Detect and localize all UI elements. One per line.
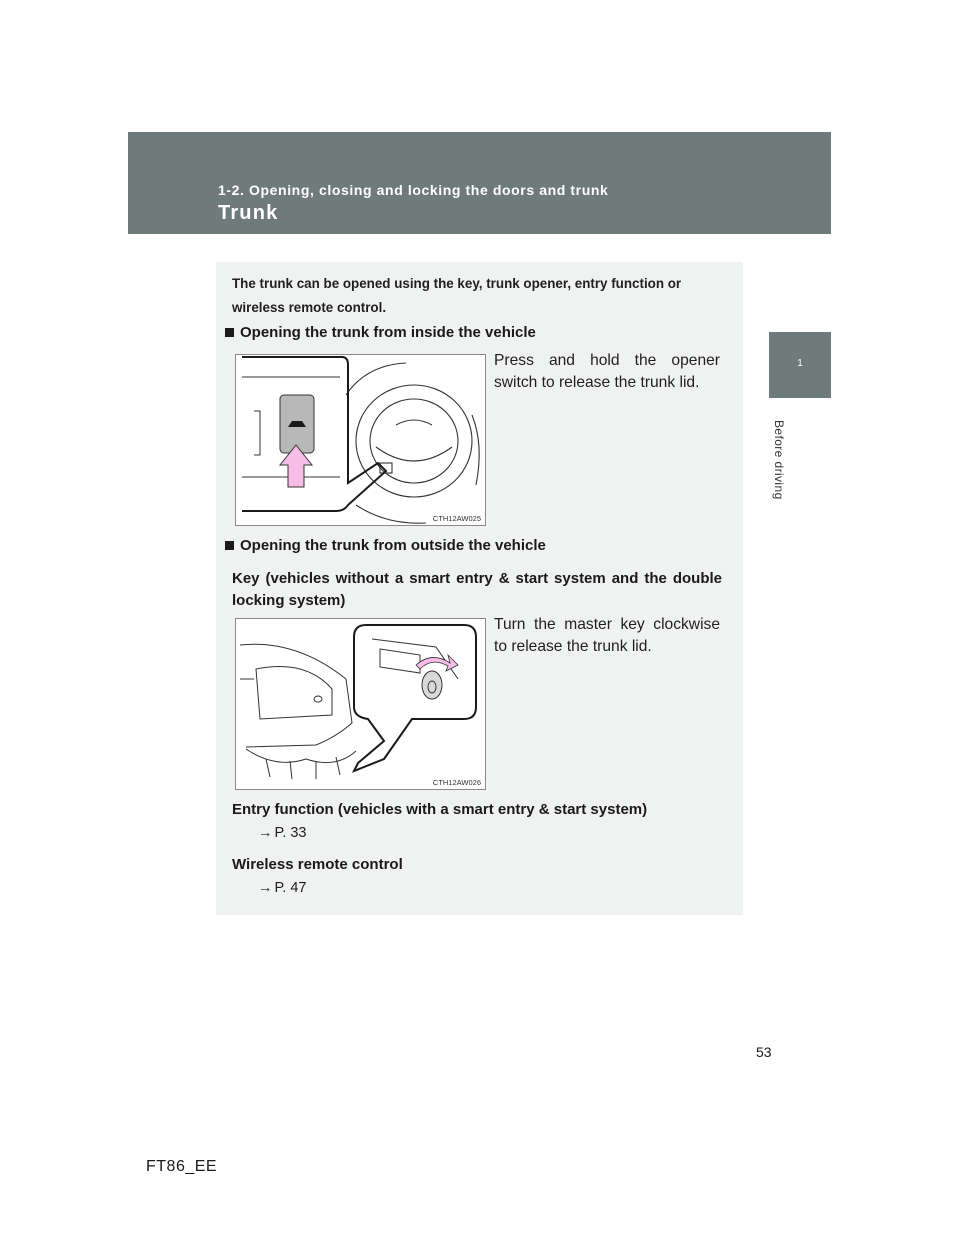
trunk-opener-drawing <box>236 355 486 526</box>
heading-inside-text: Opening the trunk from inside the vehicle <box>240 324 536 341</box>
square-bullet-icon <box>225 328 234 337</box>
entry-page-link[interactable] <box>258 825 307 841</box>
intro-text: The trunk can be opened using the key, trunk opener, entry function or wireless remote control. <box>232 276 682 315</box>
remote-page-link[interactable] <box>258 880 307 896</box>
rotate-arrow-icon <box>416 655 458 671</box>
inside-description: Press and hold the opener switch to release the trunk lid. <box>494 352 720 391</box>
chapter-label: Before driving <box>772 420 786 500</box>
outside-description: Turn the master key clockwise to release the trunk lid. <box>494 616 720 655</box>
chapter-number: 1 <box>797 358 803 369</box>
heading-outside <box>225 537 546 554</box>
illustration-trunk-opener <box>235 354 486 526</box>
remote-ref-text: P. 47 <box>274 880 307 896</box>
illustration-code: CTH12AW025 <box>432 514 481 523</box>
right-arrow-icon: → <box>258 880 273 896</box>
header-band <box>128 132 831 234</box>
content-box <box>216 262 743 915</box>
entry-heading: Entry function (vehicles with a smart entry & start system) <box>232 801 648 818</box>
section-label: 1-2. Opening, closing and locking the doors and trunk <box>218 182 609 198</box>
heading-outside-text: Opening the trunk from outside the vehicle <box>240 537 546 554</box>
master-key-drawing <box>236 619 486 790</box>
page-title: Trunk <box>218 202 279 224</box>
remote-heading: Wireless remote control <box>232 856 403 873</box>
illustration-master-key <box>235 618 486 790</box>
right-arrow-icon: → <box>258 825 273 841</box>
square-bullet-icon <box>225 541 234 550</box>
illustration-code: CTH12AW026 <box>432 778 481 787</box>
chapter-tab[interactable] <box>769 332 831 398</box>
page-number: 53 <box>756 1044 772 1060</box>
entry-ref-text: P. 33 <box>274 825 307 841</box>
document-code: FT86_EE <box>146 1158 218 1175</box>
heading-inside <box>225 324 536 341</box>
key-heading: Key (vehicles without a smart entry & start system and the double locking system) <box>232 570 722 609</box>
